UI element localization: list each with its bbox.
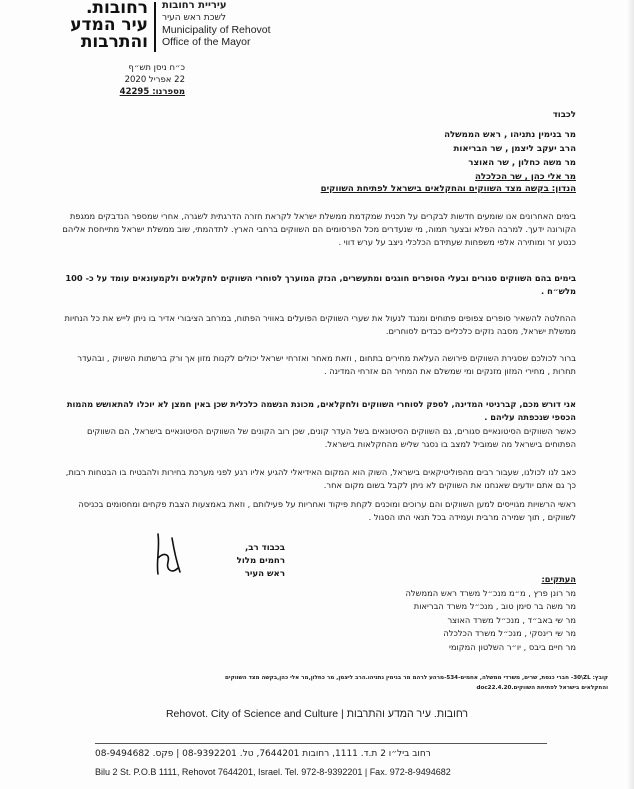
city-logo — [6, 0, 148, 56]
municipality-header — [162, 0, 312, 48]
salutation: לכבוד — [552, 110, 576, 120]
date-block — [95, 62, 185, 98]
address-english: Bilu 2 St. P.O.B 1111, Rehovot 7644201, Israel. Tel. 972-8-9392201 | Fax. 972-8-9494682 — [95, 767, 451, 777]
gregorian-date: 22 אפריל 2020 — [124, 75, 185, 85]
cc-title: העתקים: — [541, 574, 576, 584]
file-path-line: קובץ: ‎-30\ZL‎ חברי כנסת, שרים, משרדי ממשלה, אחמים-534-מרהע לרהמ מר בנימין נתניהו.הרב ליצמן, מר כחלון,מר אלי כהן,בקשה מצד השווקים — [225, 675, 608, 681]
body-paragraph: ברור לכולכם שסגירת השווקים פירושה העלאת מחירים בתחום , וזאת מאחר ואזרחי ישראל יכולים לקנות מזון אך ורק ברשתות השיווק , ובהעדר תחרות , מחירי המזון מזנקים ומי שמשלם את המחיר הם אזרחי המדינה . — [77, 353, 576, 377]
body-paragraph: כאב לנו לכולנו, שעבור רבים מהפוליטיקאים בישראל, השוק הוא המקום האידיאלי להגיע אליו רגע לפני מערכת בחירות ולהבטיח בו הבטחות רבות, כך גם אתם יודעים שאנחנו את השווקים לא ניתן לקבל בשום מקום אחר. — [65, 467, 576, 491]
cc-line: מר שי רינסקי , מנכ״ל משרד הכלכלה — [443, 628, 576, 638]
signer-title: ראש העיר — [244, 569, 285, 579]
recipient-line: הרב יעקב ליצמן , שר הבריאות — [453, 144, 576, 154]
footer-divider — [95, 743, 547, 744]
cc-line: מר רונן פרץ , מ״מ מנכ״ל משרד ראש הממשלה — [405, 587, 576, 598]
cc-line: מר חיים ביבס , יו״ר השלטון המקומי — [448, 641, 576, 652]
office-en: Office of the Mayor — [162, 36, 251, 48]
recipient-line: מר משה כחלון , שר האוצר — [468, 158, 576, 168]
logo-line-2: עיר המדע — [70, 15, 148, 35]
cc-block — [236, 573, 576, 654]
subject-line: הנדון: בקשה מצד השווקים והחקלאים בישראל לפתיחת השווקים — [320, 184, 576, 194]
signer-name: רחמים מלול — [236, 556, 285, 566]
file-path-note — [60, 673, 608, 693]
closing: בכבוד רב, — [244, 543, 285, 553]
municipality-he: עיריית רחובות — [162, 0, 227, 11]
body-paragraph: בימים האחרונים אנו שומעים חדשות לבקרים על תכנית שמקדמת ממשלת ישראל לקראת חזרה הדרגתית לשגרה, אחרי שמספר הנדבקים ממגפת הקורונה ידעך. למרבה הפלא ובצער תמוה, מי שנעדרים מכל הפרסומים הם השווקים ברחבי הארץ. לתדהמתי, שוב ממשלת ישראל מתייחסת אליהם כנטע זר ומותירה אלפי משפחות שעתידם הכלכלי ניצב על ערש דווי . — [62, 211, 576, 248]
body-paragraph: ההחלטה להשאיר סופרים צפופים פתוחים ומנגד לנעול את שערי השווקים הפועלים באוויר הפתוח, במרחב הציבורי אדיר בו ניתן לייש את כל הנחיות ממשלת ישראל, מסבה נזקים כלכליים כבדים לסוחרים. — [64, 313, 576, 337]
file-path-line: והחקלאים בישראל לפתיחת השווקים.doc22.4.20 — [476, 685, 608, 691]
cc-line: מר משה בר סימן טוב , מנכ״ל משרד הבריאות — [413, 601, 576, 611]
municipality-en: Municipality of Rehovot — [162, 24, 271, 36]
body-paragraph: אני דורש מכם, קברניטי המדינה, לספק לסוחרי השווקים ולחקלאים, מכונת הנשמה כלכלית שכן באין חמצן לא יוכלו להתאושש מהמות הכספי שנכפתה עליהם . — [66, 399, 576, 423]
address-hebrew: רחוב ביל״ו 2 ת.ד. 1111, רחובות 7644201, טל. 08-9392201 | פקס. 08-9494682 — [95, 749, 431, 759]
cc-line: מר שי באב״ד , מנכ״ל משרד האוצר — [447, 614, 576, 625]
body-paragraph: בימים בהם השווקים סגורים ובעלי הסופרים חוגגים ומתעשרים, הנזק המוערך לסוחרי השווקים לחקלאים ולקמעונאים עומד על כ- 100 מלש״ח . — [65, 273, 576, 297]
handwritten-signature — [150, 528, 186, 580]
recipient-line: מר בנימין נתניהו , ראש הממשלה — [444, 130, 576, 140]
logo-line-1: רחובות. — [85, 0, 148, 18]
office-he: לשכת ראש העיר — [162, 13, 226, 23]
reference-number: מספרנו: 42295 — [119, 87, 185, 97]
body-paragraph: ראשי הרשויות מגוייסים למען השווקים והם ערוכים ומוכנים לקחת פיקוד ואחריות על פעילותם , וזאת באמצעות הצבת פקחים ומחסומים בכניסה לשווקים , תוך שמירה מרבית ועמידה בכל תנאי התו הסגול . — [78, 499, 576, 523]
footer-tagline: Rehovot. City of Science and Culture | רחובות. עיר המדע והתרבות — [165, 708, 469, 720]
scan-edge-shadow — [626, 0, 634, 789]
body-paragraph: כאשר השווקים הסיטונאיים סגורים, גם השווקים הסיטונאים בשל העדר קונים, שכן רוב הקונים של השווקים הסיטונאיים בישראל, הם השווקים הפתוחים בישראל מה שמוביל למצב בו נסגר שליש מהחקלאות בישראל. — [86, 426, 576, 450]
header-divider — [154, 2, 156, 52]
hebrew-date: כ״ח ניסן תש״ף — [128, 63, 185, 73]
logo-line-3: והתרבות — [80, 32, 148, 52]
recipients-block — [236, 108, 576, 184]
recipient-line: מר אלי כהן , שר הכלכלה — [475, 172, 576, 182]
